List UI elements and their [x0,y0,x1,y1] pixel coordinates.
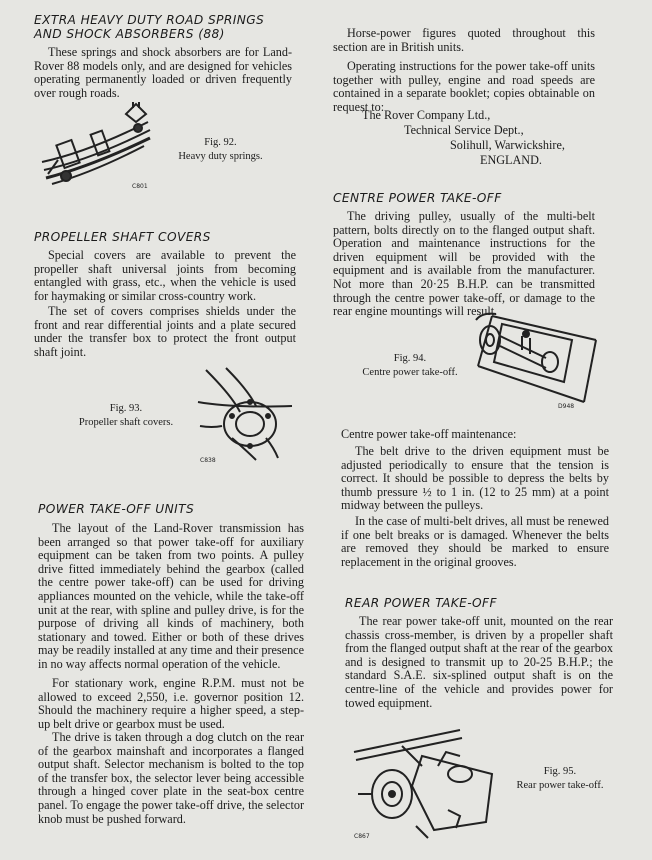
maintenance-paragraph-2: In the case of multi-belt drives, all must be renewed if one belt breaks or is damaged. Whenever the belts are removed they should be marked to ensure replacement in the original grooves. [341,514,609,569]
fig92-code: C801 [132,183,148,190]
fig95-number: Fig. 95. [543,766,577,777]
address-line-4: ENGLAND. [480,153,542,167]
fig94-code: D948 [558,403,575,410]
maintenance-paragraph-1: The belt drive to the driven equipment must be adjusted periodically to ensure that the tension is correct. It should be possible to depress the belts by thumb pressure ½ to 1 in. (12 to 25 mm) at a point midway between the pulleys. [341,444,609,513]
fig95-caption [500,765,620,793]
springs-heading [34,13,304,41]
pto-heading: POWER TAKE-OFF UNITS [38,502,195,516]
fig92-text: Heavy duty springs. [178,151,263,162]
centre-power-take-off-illustration [472,310,600,410]
propeller-paragraph-2: The set of covers comprises shields under the front and rear differential joints and a plate secured under the transfer box to protect the front output shaft joint. [34,304,296,359]
operating-instructions-paragraph: Operating instructions for the power take-off units together with pulley, engine and road speeds are contained in a separate booklet; copies obtainable on request to: [333,59,595,114]
address-line-3: Solihull, Warwickshire, [450,138,565,152]
springs-heading-line-2: AND SHOCK ABSORBERS (88) [34,27,225,41]
fig93-code: C838 [200,457,216,464]
fig93-text: Propeller shaft covers. [78,417,174,428]
fig95-text: Rear power take-off. [516,780,604,791]
fig92-number: Fig. 92. [204,137,237,148]
horse-power-note: Horse-power figures quoted throughout this section are in British units. [333,26,595,54]
fig92-caption [168,136,273,164]
heavy-duty-springs-illustration [38,100,163,195]
maintenance-label: Centre power take-off maintenance: [341,427,517,441]
address-line-2: Technical Service Dept., [404,123,524,137]
rear-pto-heading: REAR POWER TAKE-OFF [345,596,497,610]
centre-pto-heading: CENTRE POWER TAKE-OFF [333,191,502,205]
fig94-text: Centre power take-off. [362,367,458,378]
fig95-code: C867 [354,833,370,840]
pto-paragraph-1: The layout of the Land-Rover transmission has been arranged so that power take-off for auxiliary equipment can be taken from two points. A pulley drive fitted immediately behind the gearbox (called the centre power take-off) can be used for driving appliances mounted on the vehicle, while the take-off unit at the rear, with spline and pulley drive, is for the purpose of driving all kinds of machinery, both stationary and towed. Either or both of these drives may be readily installed at any time and their presence in no way affects normal operation of the vehicle. [38,521,304,671]
propeller-paragraph-1: Special covers are available to prevent the propeller shaft universal joints from becoming entangled with grass, etc., when the vehicle is used for haymaking or similar cross-country work. [34,248,296,303]
springs-heading-line-1: EXTRA HEAVY DUTY ROAD SPRINGS [34,13,265,27]
pto-paragraph-2: For stationary work, engine R.P.M. must not be allowed to exceed 2,550, i.e. governor position 12. Should the machinery require a higher speed, a step-up belt drive or gearbox must be used. [38,676,304,731]
address-line-1: The Rover Company Ltd., [362,108,491,122]
propeller-shaft-covers-illustration [192,366,302,466]
fig94-caption [350,352,470,380]
propeller-heading: PROPELLER SHAFT COVERS [34,230,211,244]
fig93-caption [66,402,186,430]
fig93-number: Fig. 93. [109,403,143,414]
springs-paragraph: These springs and shock absorbers are for Land-Rover 88 models only, and are designed for vehicles operating permanently loaded or driven frequently over rough roads. [34,45,292,100]
centre-pto-paragraph: The driving pulley, usually of the multi-belt pattern, bolts directly on to the flanged output shaft. Operation and maintenance instructions for the driven equipment will be provided with the equipment and is available from the manufacturer. Not more than 20·25 B.H.P. can be transmitted through the centre power take-off, or damage to the rear engine mountings will result. [333,209,595,319]
rear-power-take-off-illustration [352,726,502,846]
fig94-number: Fig. 94. [393,353,427,364]
rear-pto-paragraph: The rear power take-off unit, mounted on the rear chassis cross-member, is driven by a propeller shaft from the flanged output shaft at the rear of the gearbox and is designed to transmit up to 20-25 B.H.P.; the standard S.A.E. six-splined output shaft is on the centre-line of the vehicle and provides power for towed equipment. [345,614,613,710]
pto-paragraph-3: The drive is taken through a dog clutch on the rear of the gearbox mainshaft and incorporates a flanged output shaft. Selector mechanism is bolted to the top of the transfer box, the selector lever being accessible through a hinged cover plate in the seat-box centre panel. To engage the power take-off drive, the selector knob must be pushed forward. [38,730,304,826]
address-block [362,108,602,168]
